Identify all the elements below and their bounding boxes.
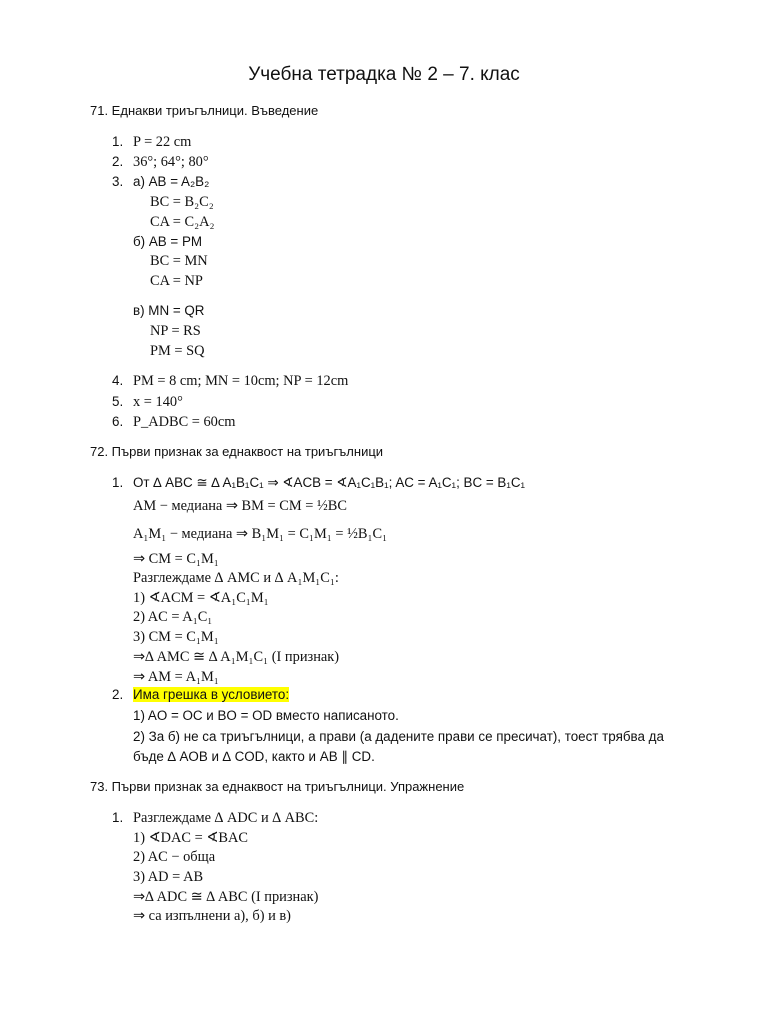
list-number: 5. xyxy=(112,394,124,409)
text-line: BC = MN xyxy=(150,253,208,269)
page-title: Учебна тетрадка № 2 – 7. клас xyxy=(248,64,520,85)
text-line: ⇒ AM = A₁M₁ xyxy=(133,669,219,685)
text-line: 1) ∢ACM = ∢A₁C₁M₁ xyxy=(133,590,269,606)
text-line: P_ADBC = 60cm xyxy=(133,414,236,430)
text-line: 2) AC − обща xyxy=(133,849,216,865)
text-line: NP = RS xyxy=(150,323,201,339)
section-heading: 71. Еднакви триъгълници. Въведение xyxy=(90,103,319,118)
text-line: Разглеждаме ∆ AMC и ∆ A₁M₁C₁: xyxy=(133,570,339,586)
text-line: 1) AO = OC и BO = OD вместо написаното. xyxy=(133,708,399,723)
text-line: 1) ∢DAC = ∢BAC xyxy=(133,830,248,846)
section-heading: 72. Първи признак за еднаквост на триъгълници xyxy=(90,444,384,459)
section-heading: 73. Първи признак за еднаквост на триъгълници. Упражнение xyxy=(90,779,465,794)
text-line: AM − медиана ⇒ BM = CM = ½BC xyxy=(133,498,347,514)
text-line: 36°; 64°; 80° xyxy=(133,154,209,170)
text-line: ⇒∆ ADC ≅ ∆ ABC (I признак) xyxy=(133,889,319,905)
text-line: ⇒ CM = C₁M₁ xyxy=(133,551,219,567)
text-line: BC = B₂C₂ xyxy=(150,194,214,210)
text-line: ⇒∆ AMC ≅ ∆ A₁M₁C₁ (I признак) xyxy=(133,649,340,665)
text-line: 2) AC = A₁C₁ xyxy=(133,609,213,625)
list-number: 6. xyxy=(112,414,124,429)
text-line: Разглеждаме ∆ ADC и ∆ ABC: xyxy=(133,810,319,826)
list-number: 3. xyxy=(112,174,124,189)
text-line: PM = 8 cm; MN = 10cm; NP = 12cm xyxy=(133,373,349,389)
text-line: A₁M₁ − медиана ⇒ B₁M₁ = C₁M₁ = ½B₁C₁ xyxy=(133,526,388,542)
text-line: От ∆ ABC ≅ ∆ A₁B₁C₁ ⇒ ∢ACB = ∢A₁C₁B₁; AC = A₁C₁; BC = B₁C₁ xyxy=(133,475,526,490)
text-line: CA = C₂A₂ xyxy=(150,214,215,230)
text-line: ⇒ са изпълнени а), б) и в) xyxy=(133,908,291,924)
text-line: 3) AD = AB xyxy=(133,869,204,885)
text-line: бъде ∆ AOB и ∆ COD, както и AB ∥ CD. xyxy=(133,749,375,764)
text-line: PM = SQ xyxy=(150,343,205,359)
list-number: 4. xyxy=(112,373,124,388)
list-number: 1. xyxy=(112,810,124,825)
text-line: б) AB = PM xyxy=(133,234,203,249)
text-line: CA = NP xyxy=(150,273,203,289)
list-number: 1. xyxy=(112,134,124,149)
text-line: x = 140° xyxy=(133,394,183,410)
text-line: Има грешка в условието: xyxy=(133,687,290,702)
list-number: 2. xyxy=(112,154,124,169)
list-number: 1. xyxy=(112,475,124,490)
text-line: а) AB = A₂B₂ xyxy=(133,174,210,189)
text-line: 3) CM = C₁M₁ xyxy=(133,629,219,645)
text-line: P = 22 cm xyxy=(133,134,192,150)
text-line: 2) За б) не са триъгълници, а прави (а дадените прави се пресичат), тоест трябва да xyxy=(133,729,664,744)
list-number: 2. xyxy=(112,687,124,702)
text-line: в) MN = QR xyxy=(133,303,205,318)
